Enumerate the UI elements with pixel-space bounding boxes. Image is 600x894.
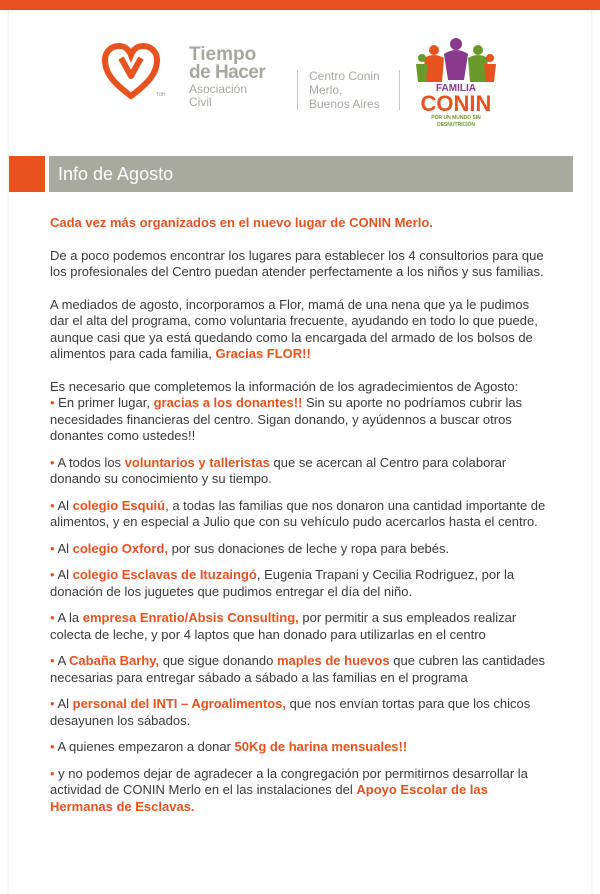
b10-highlight: Apoyo Escolar de las Hermanas de Esclavas. <box>50 782 488 814</box>
b7-highlight-1: Cabaña Barhy, <box>69 653 160 668</box>
conin-wordmark: CONIN <box>420 91 492 116</box>
b5-highlight: colegio Esclavas de Ituzaingó <box>72 567 257 582</box>
thanks-list-item-2 <box>50 455 550 488</box>
thanks-list-item-3 <box>50 498 550 531</box>
bullet-icon: • <box>50 497 55 513</box>
b3-highlight: colegio Esquiú <box>72 497 166 513</box>
center-line-2: Merlo, <box>309 83 343 97</box>
header-divider-2 <box>399 70 400 110</box>
section-header <box>9 156 591 192</box>
b2-highlight: voluntarios y talleristas <box>124 454 270 470</box>
b7-text-a: A <box>54 653 70 668</box>
b4-text-b: por sus donaciones de leche y ropa para bebés. <box>167 540 450 556</box>
bullet-icon: • <box>50 454 55 470</box>
b8-text-a: Al <box>54 696 73 711</box>
thanks-list-item-1 <box>50 379 550 445</box>
section-title: Info de Agosto <box>58 164 174 184</box>
b2-text-a: A todos los <box>54 454 125 470</box>
bullet-icon: • <box>50 567 55 582</box>
b3-text-a: Al <box>54 497 73 513</box>
tiempo-de-hacer-heart-logo <box>101 42 161 100</box>
brand-line-3: Asociación <box>189 82 248 96</box>
thanks-list-item-5 <box>50 567 550 600</box>
bullet-icon: • <box>50 696 55 711</box>
thanks-intro: Es necesario que completemos la información de los agradecimientos de Agosto: <box>50 378 519 394</box>
thanks-list-item-7 <box>50 653 550 686</box>
familia-label: FAMILIA <box>436 83 476 94</box>
center-location <box>309 69 380 111</box>
b10-text-a: y no podemos dejar de agradecer a la congregación por permitirnos desarrollar la actividad de CONIN Merlo en el las instalaciones del <box>50 765 528 797</box>
paragraph-1: De a poco podemos encontrar los lugares para establecer los 4 consultorios para que los profesionales del Centro puedan atender perfectamente a los niños y sus familias. <box>50 247 544 279</box>
b9-highlight: 50Kg de harina mensuales!! <box>234 739 408 754</box>
brand-line-4: Civil <box>189 95 212 109</box>
article-body <box>50 215 550 825</box>
section-accent-block <box>9 156 45 192</box>
header <box>9 10 591 146</box>
thanks-list-item-6 <box>50 610 550 643</box>
b6-text-b: por permitir a sus empleados realizar colecta de leche, y por 4 laptos que han donado para utilizarlas en el centro <box>50 610 517 642</box>
b7-highlight-2: maples de huevos <box>276 653 390 668</box>
b6-highlight: empresa Enratio/Absis Consulting, <box>82 610 299 625</box>
b5-text-b: , Eugenia Trapani y Cecilia Rodriguez, por la donación de los juguetes que pudimos entregar el día del niño. <box>50 567 515 599</box>
paragraph-2-text: A mediados de agosto, incorporamos a Flor, mamá de una nena que ya le pudimos dar el alta del programa, como voluntaria frecuente, ayudando en todo lo que puede, aunque casi que ya está quedando como la encargada del armado de los bolsos de alimentos para cada familia, <box>50 296 538 361</box>
bullet-icon: • <box>50 610 55 625</box>
brand-line-1: Tiempo <box>189 44 257 65</box>
b4-highlight: colegio Oxford, <box>72 540 168 556</box>
b1-text-b: Sin su aporte no podríamos cubrir las necesidades financieras del centro. Sigan donando, y ayúdennos a buscar otros donantes como ustedes!! <box>50 395 523 443</box>
trademark-label: TdH <box>156 92 166 98</box>
b5-text-a: Al <box>54 567 73 582</box>
top-accent-bar <box>0 0 600 10</box>
paragraph-2 <box>50 297 550 363</box>
newsletter-frame <box>9 10 591 894</box>
b1-text-a: En primer lugar, <box>54 395 154 410</box>
paragraph-2-highlight: Gracias FLOR!! <box>215 346 311 361</box>
b2-text-b: que se acercan al Centro para colaborar donando su conocimiento y su tiempo. <box>50 454 507 486</box>
bullet-icon: • <box>50 653 55 668</box>
thanks-list-item-10 <box>50 766 550 816</box>
brand-line-2: de Hacer <box>189 62 266 83</box>
b7-text-b: que sigue donando <box>159 653 277 668</box>
b9-text-a: A quienes empezaron a donar <box>54 739 235 754</box>
b3-text-b: , a todas las familias que nos donaron una cantidad importante de alimentos, y en especial a Julio que con su vehículo pudo acercarlos hasta el centro. <box>50 497 546 529</box>
b6-text-a: A la <box>54 610 83 625</box>
b4-text-a: Al <box>54 540 73 556</box>
bullet-icon: • <box>50 395 55 410</box>
header-divider-1 <box>297 70 298 110</box>
b8-highlight: personal del INTI – Agroalimentos, <box>72 696 286 711</box>
center-line-1: Centro Conin <box>309 69 380 83</box>
thanks-list-item-8 <box>50 696 550 729</box>
conin-tagline: POR UN MUNDO SIN DESNUTRICIÓN <box>431 115 481 128</box>
center-line-3: Buenos Aires <box>309 97 380 111</box>
b1-highlight: gracias a los donantes!! <box>153 395 303 410</box>
brand-name <box>189 46 265 109</box>
lead-sentence: Cada vez más organizados en el nuevo lugar de CONIN Merlo. <box>50 215 433 230</box>
thanks-list-item-4 <box>50 541 550 558</box>
thanks-list-item-9 <box>50 739 550 756</box>
bullet-icon: • <box>50 739 55 754</box>
bullet-icon: • <box>50 765 55 781</box>
b8-text-b: que nos envían tortas para que los chicos desayunen los sábados. <box>50 696 531 728</box>
b7-text-c: que cubren las cantidades necesarias para entregar sábado a sábado a las familias en el programa <box>50 653 546 685</box>
bullet-icon: • <box>50 540 55 556</box>
